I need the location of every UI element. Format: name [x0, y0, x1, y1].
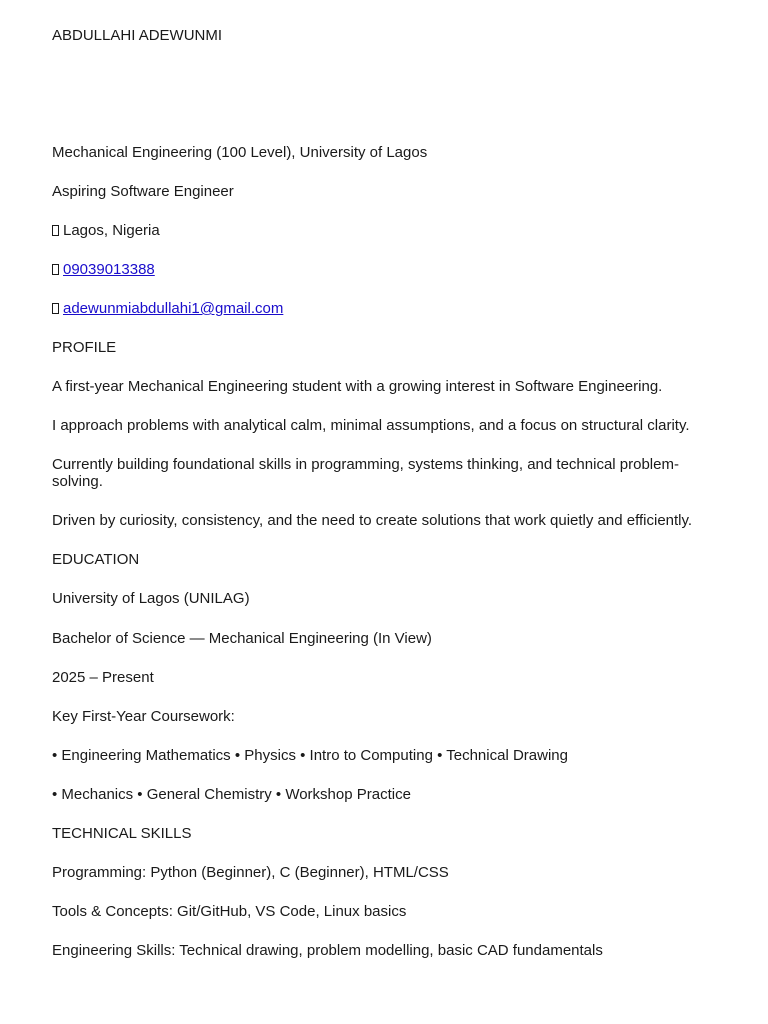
skills-engineering: Engineering Skills: Technical drawing, problem modelling, basic CAD fundamentals [52, 942, 603, 959]
education-heading: EDUCATION [52, 551, 140, 568]
location-line [52, 222, 722, 239]
profile-paragraph-4: Driven by curiosity, consistency, and the need to create solutions that work quietly and efficiently. [52, 512, 693, 529]
coursework-line-1: • Engineering Mathematics • Physics • Intro to Computing • Technical Drawing [52, 747, 568, 764]
profile-paragraph-3: Currently building foundational skills in programming, systems thinking, and technical problem-solving. [52, 456, 679, 490]
skills-tools: Tools & Concepts: Git/GitHub, VS Code, Linux basics [52, 903, 407, 920]
skills-heading: TECHNICAL SKILLS [52, 825, 192, 842]
phone-icon [52, 264, 59, 275]
resume-name: ABDULLAHI ADEWUNMI [52, 27, 223, 44]
location-text: Lagos, Nigeria [63, 222, 160, 239]
program-line: Mechanical Engineering (100 Level), University of Lagos [52, 144, 428, 161]
email-icon [52, 303, 59, 314]
education-institution: University of Lagos (UNILAG) [52, 590, 250, 607]
profile-paragraph-1: A first-year Mechanical Engineering student with a growing interest in Software Engineering. [52, 378, 663, 395]
skills-programming: Programming: Python (Beginner), C (Beginner), HTML/CSS [52, 864, 449, 881]
education-degree: Bachelor of Science — Mechanical Engineering (In View) [52, 630, 432, 647]
tagline: Aspiring Software Engineer [52, 183, 234, 200]
education-dates: 2025 – Present [52, 669, 154, 686]
profile-heading: PROFILE [52, 339, 117, 356]
phone-line [52, 261, 722, 278]
coursework-label: Key First-Year Coursework: [52, 708, 235, 725]
location-icon [52, 225, 59, 236]
phone-link[interactable]: 09039013388 [63, 261, 155, 278]
email-line [52, 300, 722, 317]
profile-paragraph-2: I approach problems with analytical calm, minimal assumptions, and a focus on structural clarity. [52, 417, 690, 434]
coursework-line-2: • Mechanics • General Chemistry • Workshop Practice [52, 786, 411, 803]
email-link[interactable]: adewunmiabdullahi1@gmail.com [63, 300, 284, 317]
